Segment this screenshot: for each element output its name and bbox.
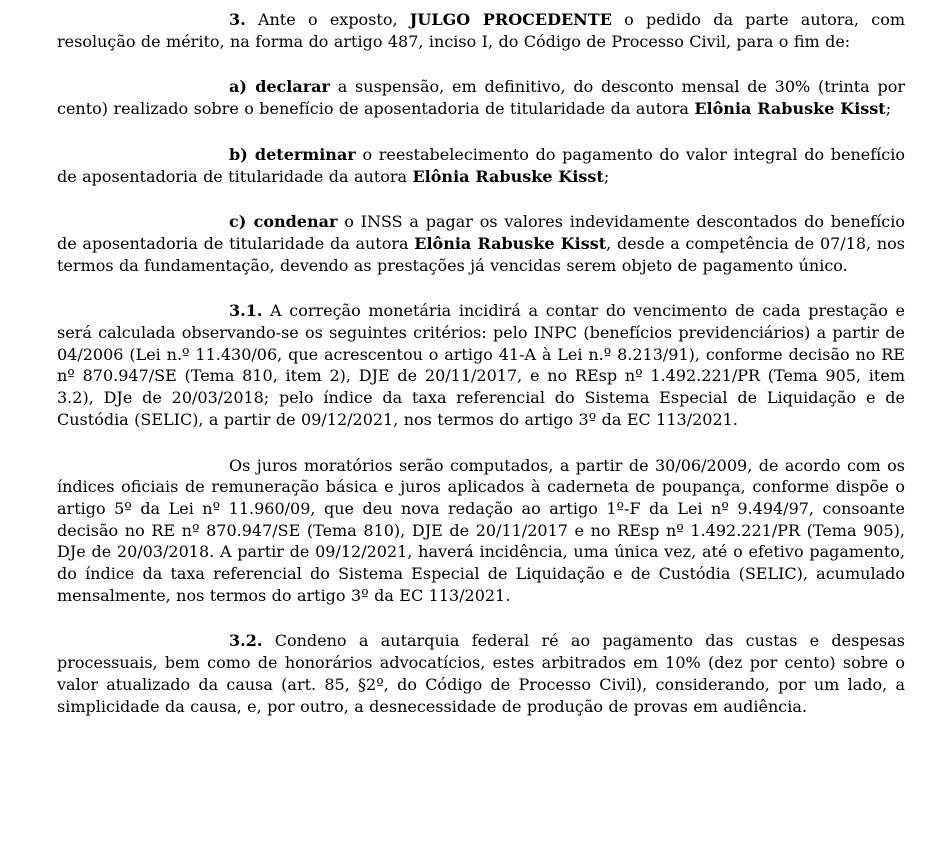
text-run: , desde a competência de 07/18, nos termos da fundamentação, devendo as prestações já vencidas serem objeto de pagamento único. [57, 233, 905, 275]
bold-text-run: 3.1. [229, 301, 263, 321]
bold-text-run: Elônia Rabuske Kisst [414, 233, 607, 253]
document-body [57, 9, 905, 717]
paragraph [57, 630, 905, 717]
text-run: Ante o exposto, [245, 10, 410, 29]
text-run: Condeno a autarquia federal ré ao pagamento das custas e despesas processuais, bem como de honorários advocatícios, estes arbitrados em 10% (dez por cento) sobre o valor atualizado da causa (art. 85, §2º, do Código de Processo Civil), considerando, por um lado, a simplicidade da causa, e, por outro, a desnecessidade de produção de provas em audiência. [57, 631, 905, 716]
paragraph [57, 9, 905, 52]
bold-text-run: Elônia Rabuske Kisst [412, 166, 604, 186]
text-run: o INSS a pagar os valores indevidamente descontados do benefício de aposentadoria de titularidade da autora [57, 212, 906, 253]
paragraph [57, 455, 905, 607]
paragraph [57, 300, 905, 430]
text-run: A correção monetária incidirá a contar do vencimento de cada prestação e será calculada observando-se os seguintes critérios: pelo INPC (benefícios previdenciários) a partir de 04/2006 (Lei n.º 11.430/06, que acrescentou o artigo 41-A à Lei n.º 8.213/91), conforme decisão no RE nº 870.947/SE (Tema 810, item 2), DJE de 20/11/2017, e no REsp nº 1.492.221/PR (Tema 905, item 3.2), DJe de 20/03/2018; pelo índice da taxa referencial do Sistema Especial de Liquidação e de Custódia (SELIC), a partir de 09/12/2021, nos termos do artigo 3º da EC 113/2021. [57, 301, 905, 429]
paragraph [57, 76, 905, 119]
bold-text-run: a) declarar [229, 77, 330, 97]
paragraph [57, 144, 905, 187]
bold-text-run: b) determinar [229, 144, 356, 164]
bold-text-run: c) condenar [229, 212, 338, 232]
text-run: ; [885, 99, 892, 119]
text-run: o reestabelecimento do pagamento do valor integral do benefício de aposentadoria de titularidade da autora [57, 144, 906, 186]
bold-text-run: 3.2. [229, 631, 263, 651]
bold-text-run: JULGO PROCEDENTE [409, 10, 612, 29]
text-run: Os juros moratórios serão computados, a partir de 30/06/2009, de acordo com os índices oficiais de remuneração básica e juros aplicados à caderneta de poupança, conforme dispõe o artigo 5º da Lei nº 11.960/09, que deu nova redação ao artigo 1º-F da Lei nº 9.494/97, consoante decisão no RE nº 870.947/SE (Tema 810), DJE de 20/11/2017 e no REsp nº 1.492.221/PR (Tema 905), DJe de 20/03/2018. A partir de 09/12/2021, haverá incidência, uma única vez, até o efetivo pagamento, do índice da taxa referencial do Sistema Especial de Liquidação e de Custódia (SELIC), acumulado mensalmente, nos termos do artigo 3º da EC 113/2021. [57, 455, 905, 605]
text-run: ; [603, 166, 610, 186]
text-run: o pedido da parte autora, com resolução de mérito, na forma do artigo 487, inciso I, do Código de Processo Civil, para o fim de: [57, 10, 905, 51]
bold-text-run: Elônia Rabuske Kisst [694, 99, 886, 119]
paragraph [57, 211, 905, 276]
bold-text-run: 3. [229, 10, 246, 29]
text-run: a suspensão, em definitivo, do desconto mensal de 30% (trinta por cento) realizado sobre o benefício de aposentadoria de titularidade da autora [57, 77, 906, 119]
